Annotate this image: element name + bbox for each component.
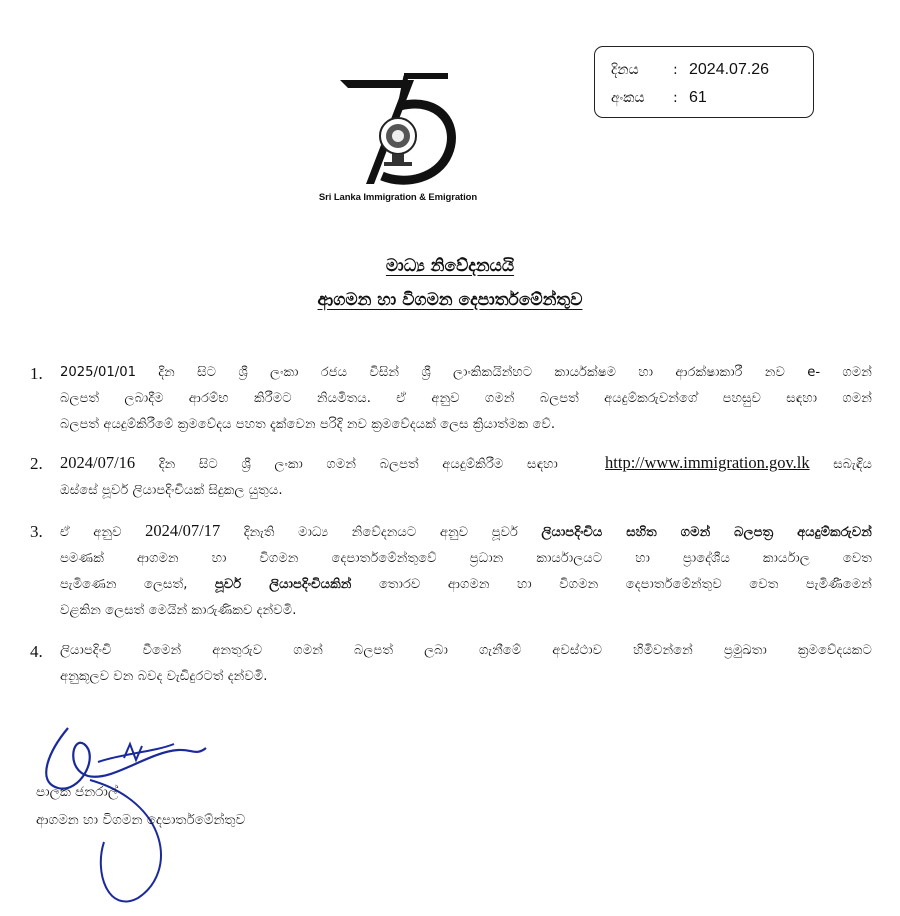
item-text xyxy=(60,360,872,438)
date-label: දිනය xyxy=(611,62,639,78)
item-text-segment: දින සිට ශ්‍රී ලංකා ගමන් බලපත් අයදුම්කිරීම සඳහා xyxy=(158,457,558,472)
item-text-segment: සබැඳිය xyxy=(833,457,872,472)
department-heading: ආගමන හා විගමන දෙපාර්තමේන්තුව xyxy=(317,290,583,310)
signatory-department: ආගමන හා විගමන දෙපාර්තමේන්තුව xyxy=(36,812,246,828)
item-line: වළකින ලෙසත් මෙයින් කාරුණිකව දන්වමි. xyxy=(60,603,297,618)
item-line: පමණක් ආගමන හා විගමන දෙපාර්තමේන්තුවේ ප්‍රධාන කාර්යාලයට හා ප්‍රාදේශීය කාර්යාල වෙත xyxy=(60,551,872,566)
item-line: ඔස්සේ පූර්ව ලියාපදිංචියක් සිදුකල යුතුය. xyxy=(60,483,283,498)
number-value: 61 xyxy=(689,89,707,106)
item-bold-segment: පූර්ව ලියාපදිංචියකින් xyxy=(214,577,352,592)
item-number: 4. xyxy=(30,642,43,661)
item-text-segment: ඒ අනුව xyxy=(60,525,122,540)
item-number: 1. xyxy=(30,364,43,383)
date-value: 2024.07.26 xyxy=(689,61,770,78)
item-number: 2. xyxy=(30,454,43,473)
logo-caption: Sri Lanka Immigration & Emigration xyxy=(318,192,478,203)
item-text-segment: තොරව ආගමන හා විගමන දෙපාර්තමේන්තුව වෙත පැමිණීමෙන් xyxy=(378,577,872,592)
reference-box xyxy=(594,46,814,118)
item-text xyxy=(60,638,872,690)
item-line: බලපත් ලබාදීම ආරම්භ කිරීමට නියමිතය. ඒ අනුව ගමන් බලපත් අයදුම්කරුවන්ගේ පහසුව සඳහා ගමන් xyxy=(60,391,872,406)
item-bold-segment: ලියාපදිංචිය සහිත ගමන් බලපත්‍ර අයදුම්කරුවන් xyxy=(541,525,872,540)
item-text-segment: පැමිණෙන ලෙසත්, xyxy=(60,577,188,592)
department-logo xyxy=(310,66,486,206)
date-colon: : xyxy=(673,62,678,78)
item-line: ලියාපදිංචි වීමෙන් අනතුරුව ගමන් බලපත් ලබා ගැනීමේ අවස්ථාව හිමිවන්නේ ප්‍රමුඛතා ක්‍රමවේදයකට xyxy=(60,643,872,658)
item-text xyxy=(60,450,872,504)
item-date: 2024/07/17 xyxy=(145,521,221,540)
item-date: 2024/07/16 xyxy=(60,453,136,472)
immigration-website-link[interactable]: http://www.immigration.gov.lk xyxy=(605,453,810,472)
signatory-title: පාලක ජනරාල් xyxy=(36,784,119,800)
item-line: 2025/01/01 දින සිට ශ්‍රී ලංකා රජය විසින් ශ්‍රී ලාංකිකයින්හට කාර්යක්ෂම හා ආරක්ෂාකාරී නව e- ගමන් xyxy=(60,365,872,380)
item-number: 3. xyxy=(30,522,43,541)
item-line xyxy=(60,518,872,546)
item-line: බලපත් අයදුම්කිරීමේ ක්‍රමවේදය පහත දැක්වෙන පරිදි නව ක්‍රමවේදයක් ලෙස ක්‍රියාත්මක වේ. xyxy=(60,417,556,432)
item-line xyxy=(60,572,872,598)
number-label: අංකය xyxy=(611,90,645,106)
item-line xyxy=(60,450,872,478)
number-colon: : xyxy=(673,90,678,106)
75-anniversary-emblem xyxy=(320,66,470,192)
date-row xyxy=(611,59,769,81)
press-release-title: මාධ්‍ය නිවේදනයයි xyxy=(385,256,515,276)
item-text xyxy=(60,518,872,624)
item-line: අනුකූලව වන බවද වැඩිදුරටත් දන්වමි. xyxy=(60,669,268,684)
number-row xyxy=(611,87,707,109)
item-text-segment: දිනැති මාධ්‍ය නිවේදනයට අනුව පූර්ව xyxy=(243,525,518,540)
